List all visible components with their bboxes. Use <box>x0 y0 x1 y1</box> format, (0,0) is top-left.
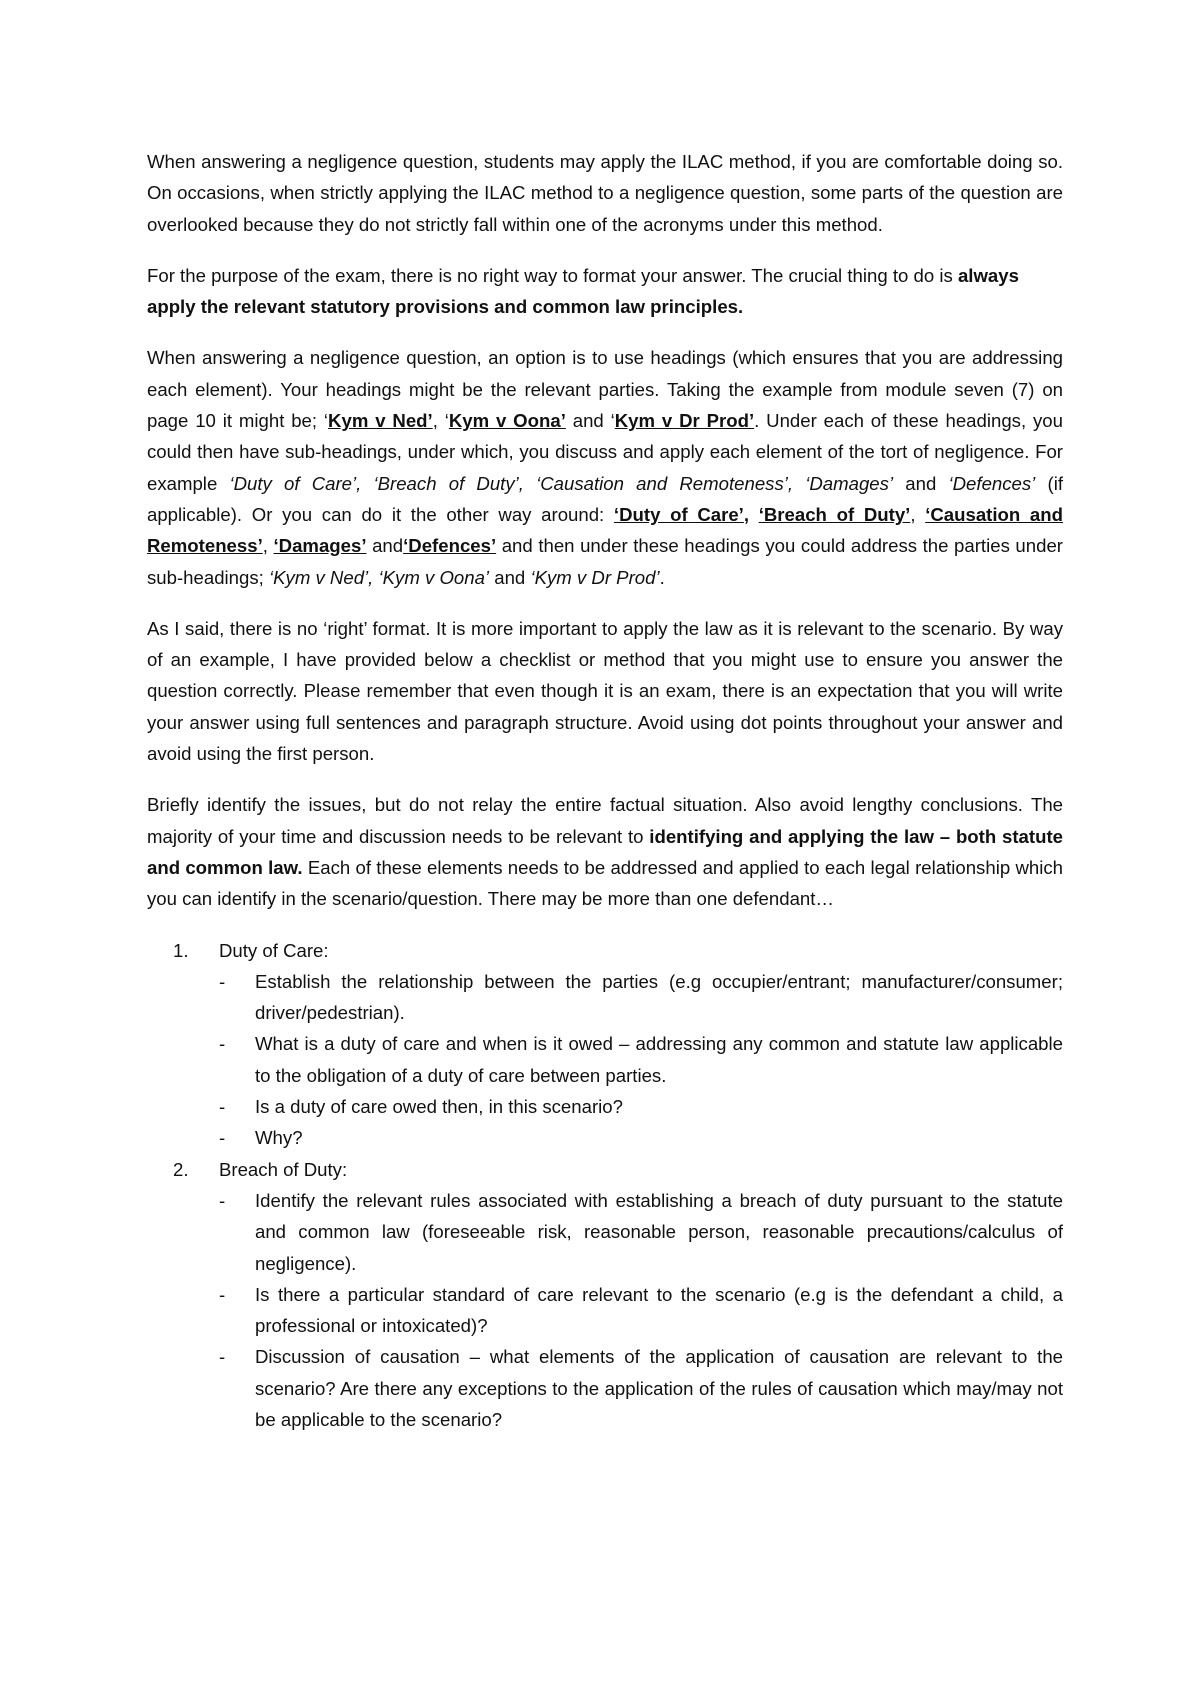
list-item <box>219 1341 1063 1435</box>
italic-kym-v-dr-prod: ‘Kym v Dr Prod’ <box>530 566 660 588</box>
headings-text-1: When answering a negligence question, an option is to use headings (which ensures that you are addressing each element). Your headings might be the relevant parties. Taking the example from module seven (7) on page 10 it might be; <box>147 347 1063 432</box>
headings-text-2: . Under each of these headings, you could then have sub-headings, under which, you discuss and apply each element of the tort of negligence. For example <box>147 410 1063 494</box>
issues-emphasis: identifying and applying the law – both statute and common law. <box>147 825 1063 878</box>
paragraph-no-right-format: As I said, there is no ‘right’ format. It is more important to apply the law as it is relevant to the scenario. By way of an example, I have provided below a checklist or method that you might use to ensure you answer the question correctly. Please remember that even though it is an exam, there is an expectation that you will write your answer using full sentences and paragraph structure. Avoid using dot points throughout your answer and avoid using the first person. <box>147 617 1063 765</box>
headings-text-4: and then under these headings you could address the parties under sub-headings; <box>147 535 1063 588</box>
heading-damages: ‘Damages’ <box>273 535 367 557</box>
dash-bullet: - <box>219 1283 226 1305</box>
list-item <box>219 966 1063 1029</box>
paragraph-headings <box>147 342 1063 592</box>
issues-text-1: Briefly identify the issues, but do not relay the entire factual situation. Also avoid lengthy conclusions. The majority of your time and discussion needs to be relevant to <box>147 794 1063 847</box>
heading-breach-of-duty: ‘Breach of Duty’ <box>758 503 911 525</box>
separator: , <box>743 503 759 525</box>
heading-kym-v-dr-prod: Kym v Dr Prod’ <box>614 410 755 432</box>
list-number: 2. <box>173 1158 189 1180</box>
breach-of-duty-points <box>219 1185 1063 1435</box>
quote-mark: ‘ <box>444 410 449 432</box>
conjunction: and <box>489 566 531 588</box>
dash-bullet: - <box>219 1033 226 1055</box>
dash-bullet: - <box>219 1189 226 1211</box>
list-item-text: Discussion of causation – what elements of the application of causation are relevant to the scenario? Are there any exceptions to the application of the rules of causation which may/may not be applicable to the scenario? <box>255 1346 1063 1430</box>
conjunction: and <box>893 472 949 494</box>
list-number: 1. <box>173 939 189 961</box>
quote-mark: ‘ <box>610 410 615 432</box>
list-item-text: Is there a particular standard of care relevant to the scenario (e.g is the defendant a child, a professional or intoxicated)? <box>255 1283 1063 1337</box>
dash-bullet: - <box>219 1096 226 1118</box>
checklist-item-duty-of-care <box>147 935 1063 1154</box>
document-body <box>147 146 1063 1435</box>
heading-kym-v-ned: Kym v Ned’ <box>328 410 433 432</box>
list-item <box>219 1091 1063 1122</box>
list-item-text: What is a duty of care and when is it owed – addressing any common and statute law applicable to the obligation of a duty of care between parties. <box>255 1033 1063 1086</box>
conjunction: and <box>366 535 404 557</box>
list-item <box>219 1028 1063 1091</box>
dash-bullet: - <box>219 1346 226 1368</box>
quote-mark: ‘ <box>323 410 329 432</box>
dash-bullet: - <box>219 1127 226 1149</box>
italic-defences: ‘Defences’ <box>948 472 1036 494</box>
separator: , <box>262 535 274 557</box>
list-item-text: Establish the relationship between the parties (e.g occupier/entrant; manufacturer/consumer; driver/pedestrian). <box>255 970 1063 1024</box>
dash-bullet: - <box>219 970 226 992</box>
list-item-text: Why? <box>255 1127 303 1149</box>
list-item <box>219 1185 1063 1279</box>
issues-text-2: Each of these elements needs to be addressed and applied to each legal relationship which you can identify in the scenario/question. There may be more than one defendant… <box>147 856 1063 910</box>
paragraph-format-text: For the purpose of the exam, there is no right way to format your answer. The crucial thing to do is <box>147 264 958 286</box>
list-item-text: Is a duty of care owed then, in this scenario? <box>255 1096 623 1118</box>
headings-text-3: (if applicable). Or you can do it the other way around: <box>147 472 1064 525</box>
heading-kym-v-oona: Kym v Oona’ <box>448 410 566 432</box>
paragraph-ilac-intro: When answering a negligence question, students may apply the ILAC method, if you are comfortable doing so. On occasions, when strictly applying the ILAC method to a negligence question, some parts of the question are overlooked because they do not strictly fall within one of the acronyms under this method. <box>147 151 1063 235</box>
checklist-item-title: Duty of Care: <box>219 939 329 961</box>
checklist-item-title: Breach of Duty: <box>219 1158 348 1180</box>
paragraph-format-emphasis: always apply the relevant statutory provisions and common law principles. <box>147 264 1019 318</box>
paragraph-identify-issues <box>147 789 1063 914</box>
list-item <box>219 1122 1063 1153</box>
list-item <box>219 1279 1063 1342</box>
separator: , <box>910 503 926 525</box>
period: . <box>659 566 665 588</box>
heading-causation-remoteness: ‘Causation and Remoteness’ <box>147 503 1063 557</box>
heading-duty-of-care: ‘Duty of Care’ <box>613 503 744 525</box>
italic-parties: ‘Kym v Ned’, ‘Kym v Oona’ <box>268 566 490 588</box>
separator: , <box>432 410 445 432</box>
negligence-checklist <box>147 935 1063 1436</box>
heading-defences: ‘Defences’ <box>403 535 497 557</box>
duty-of-care-points <box>219 966 1063 1154</box>
paragraph-format <box>147 260 1063 323</box>
italic-elements: ‘Duty of Care’, ‘Breach of Duty’, ‘Causation and Remoteness’, ‘Damages’ <box>229 472 894 494</box>
checklist-item-breach-of-duty <box>147 1154 1063 1436</box>
conjunction: and <box>565 410 611 432</box>
list-item-text: Identify the relevant rules associated with establishing a breach of duty pursuant to the statute and common law (foreseeable risk, reasonable person, reasonable precautions/calculus of negligence). <box>255 1189 1063 1274</box>
